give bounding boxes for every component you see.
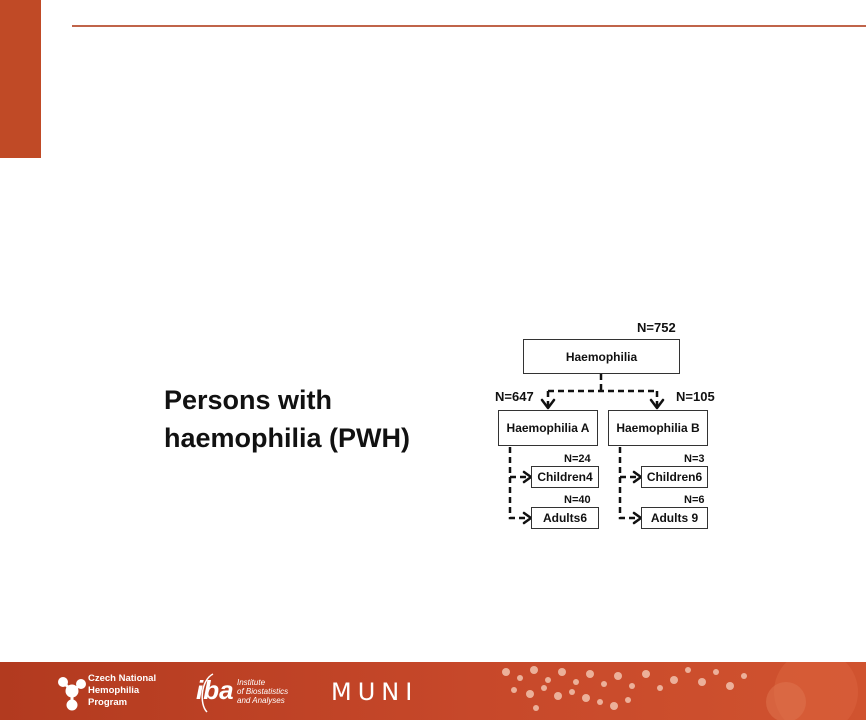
a-children-label: Children [537, 470, 586, 484]
a-children-n-label: N=24 [564, 453, 591, 465]
logo2-word: iba [196, 675, 234, 705]
arrowhead-a [542, 400, 554, 408]
connector-a-children [510, 447, 530, 477]
a-children-box [531, 466, 599, 488]
connector-b-adults [620, 477, 640, 518]
branch-b-n-label: N=105 [676, 389, 715, 404]
logo2-line2: of Biostatistics [237, 687, 289, 696]
branch-a-n-label: N=647 [495, 389, 534, 404]
logo2-line1: Institute [237, 678, 266, 687]
b-adults-value: 9 [691, 511, 699, 525]
arrowhead-b [651, 400, 663, 408]
branch-b-box [608, 410, 708, 446]
logo2-line3: and Analyses [237, 696, 285, 705]
branch-b-label: Haemophilia B [616, 421, 700, 435]
decorative-dots-pattern [486, 662, 866, 720]
logo-czech-national-hemophilia-program [56, 671, 166, 713]
branch-a-box [498, 410, 598, 446]
slide-title-line1: Persons with [164, 385, 333, 415]
logo-muni: MUNI [331, 678, 419, 706]
arrowhead-a-adults [524, 513, 531, 523]
footer-bar [0, 662, 866, 720]
b-children-n-label: N=3 [684, 453, 705, 465]
b-children-label: Children [646, 470, 696, 484]
root-box-label: Haemophilia [565, 349, 638, 364]
side-accent-bar [0, 0, 41, 158]
connector-b-children [620, 447, 640, 477]
top-rule [72, 25, 866, 27]
a-adults-box [531, 507, 599, 529]
a-adults-label: Adults [542, 511, 581, 525]
logo1-line1: Czech National [88, 673, 157, 684]
logo1-line3: Program [88, 697, 128, 708]
b-adults-box [641, 507, 708, 529]
logo-iba [193, 670, 303, 714]
b-children-value: 6 [695, 470, 703, 484]
arrowhead-b-adults [634, 513, 641, 523]
slide-title [164, 381, 484, 457]
slide-title-line2: haemophilia (PWH) [164, 423, 411, 453]
molecule-icon [56, 675, 86, 711]
b-adults-label: Adults [650, 511, 689, 525]
root-n-label: N=752 [637, 320, 676, 335]
a-adults-value: 6 [580, 511, 588, 525]
logo1-line2: Hemophilia [88, 685, 140, 696]
connector-a-adults [510, 477, 530, 518]
a-children-value: 4 [585, 470, 593, 484]
branch-a-label: Haemophilia A [506, 421, 590, 435]
arrowhead-a-children [524, 472, 531, 482]
arrowhead-b-children [634, 472, 641, 482]
root-box [523, 339, 680, 374]
a-adults-n-label: N=40 [564, 494, 591, 506]
b-adults-n-label: N=6 [684, 494, 705, 506]
b-children-box [641, 466, 708, 488]
